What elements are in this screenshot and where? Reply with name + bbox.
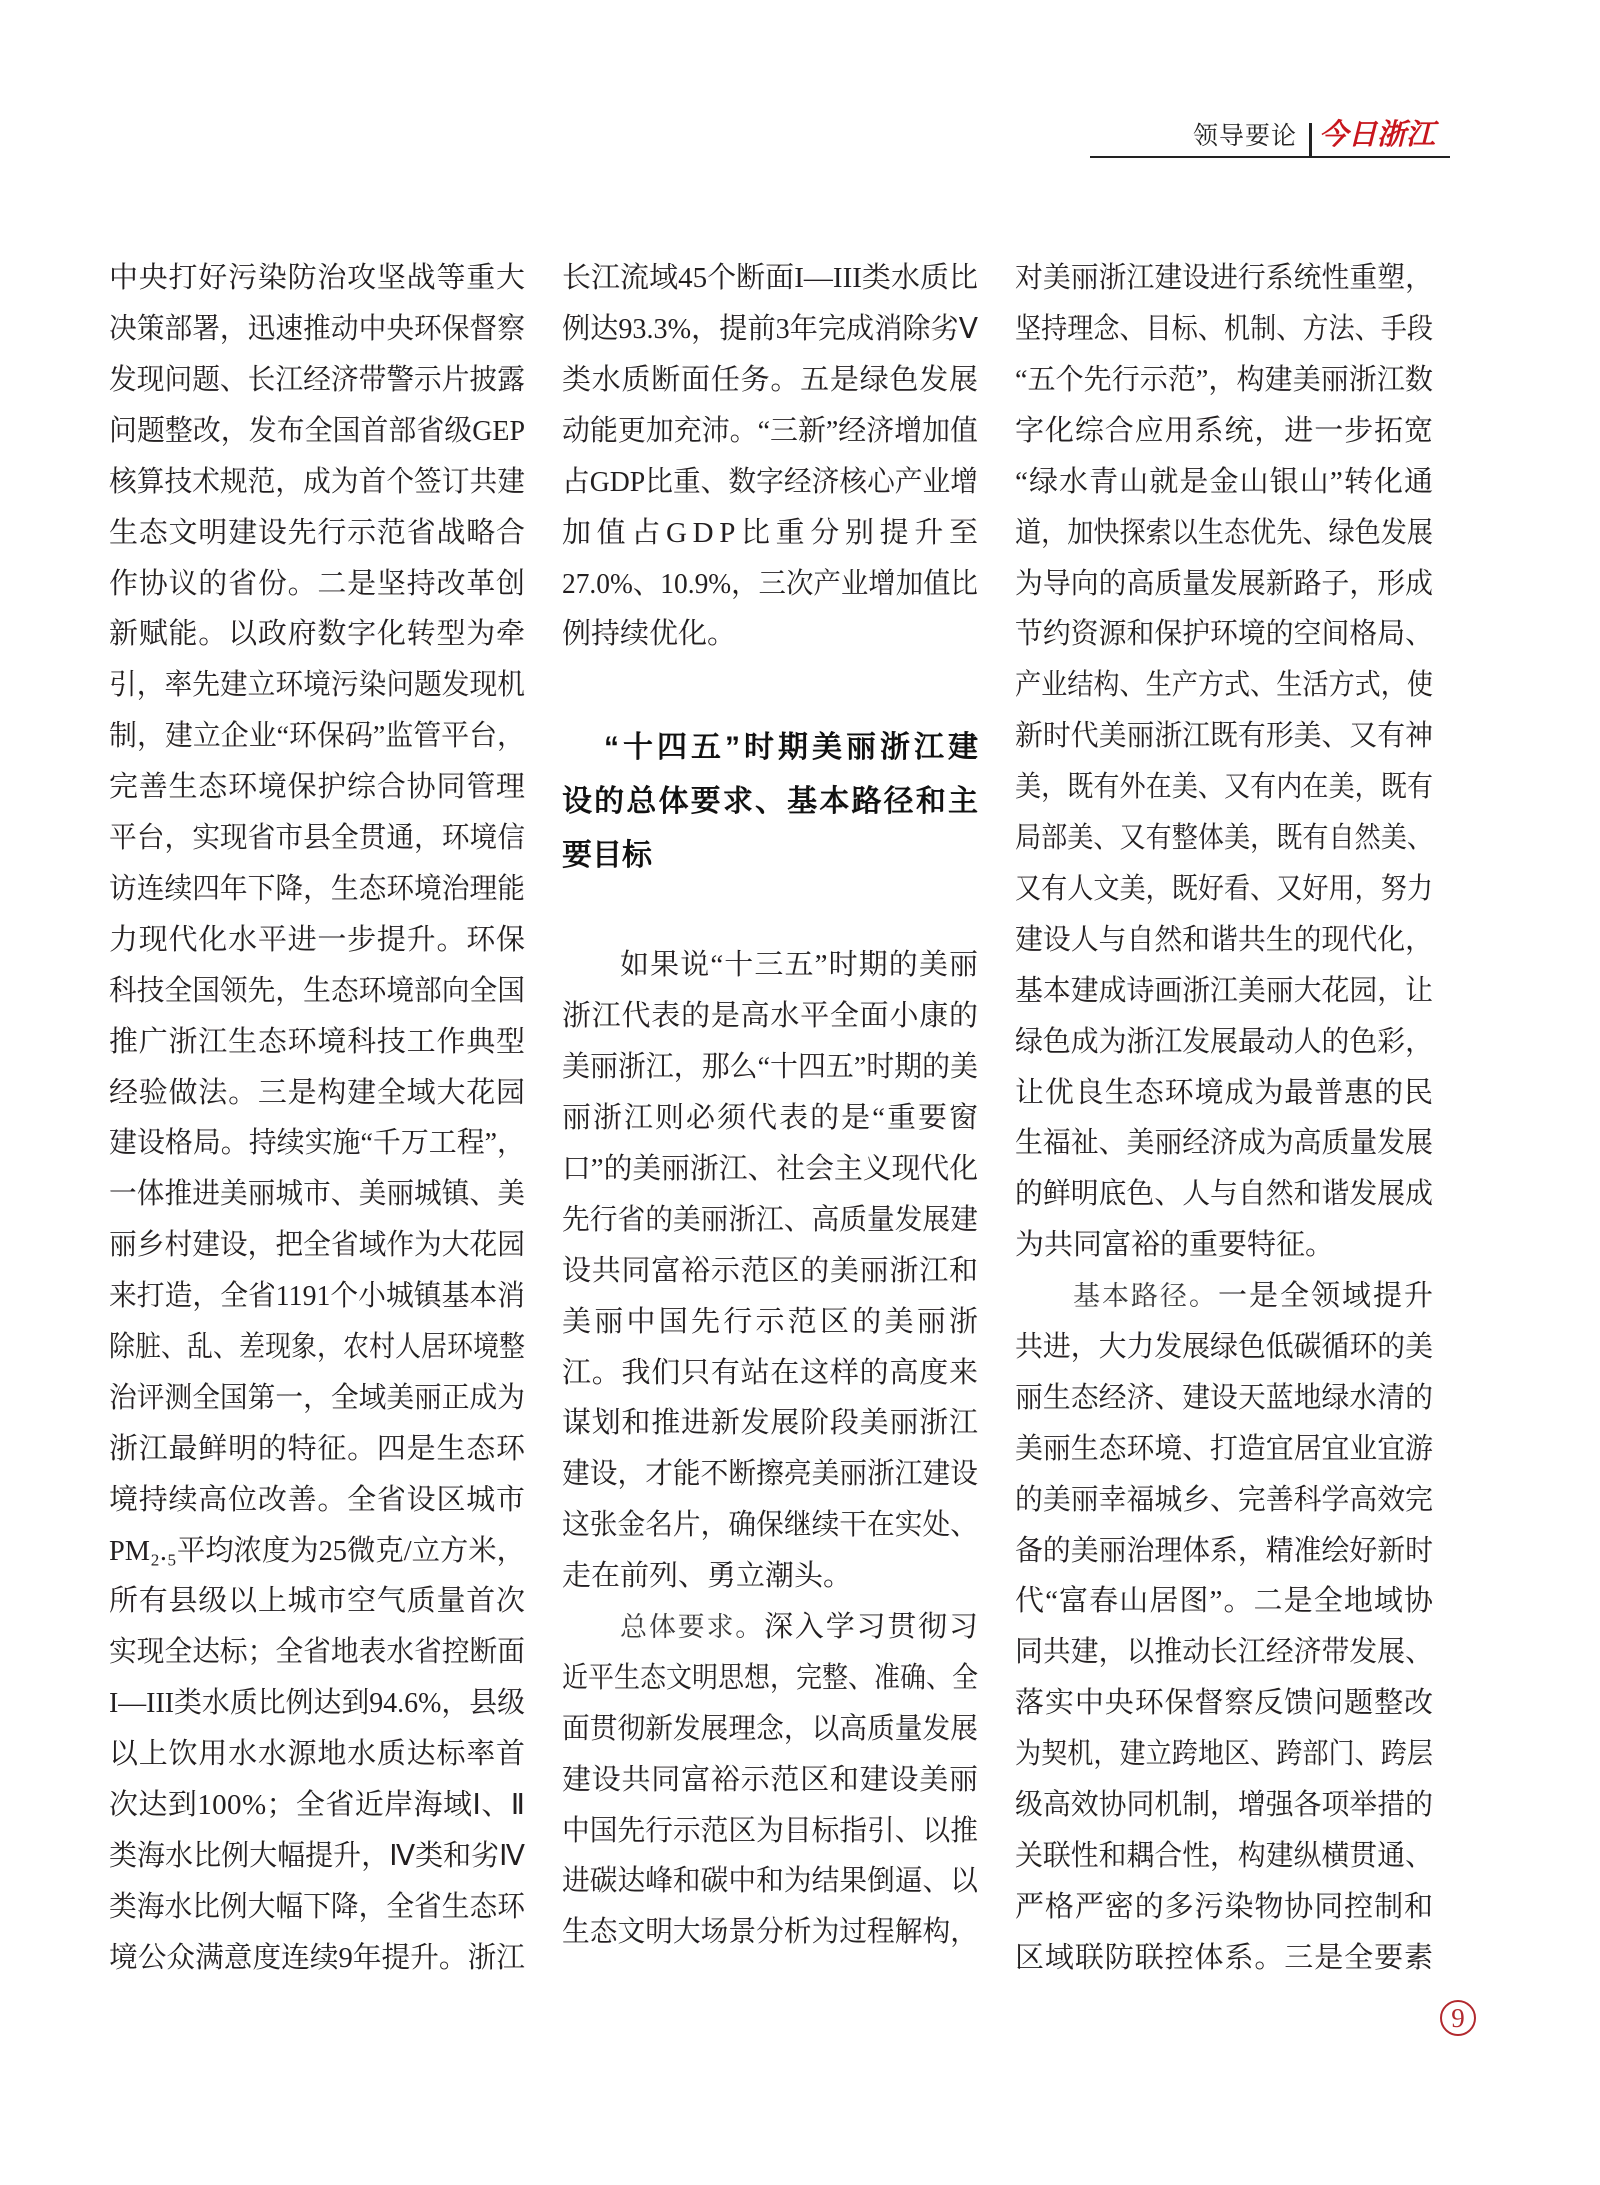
text-line: “绿水青山就是金山银山”转化通 (1015, 465, 1435, 498)
text-line: 字化综合应用系统，进一步拓宽 (1015, 414, 1434, 447)
text-line: 类海水比例大幅提升，Ⅳ类和劣Ⅳ (109, 1839, 525, 1872)
text-line: 一体推进美丽城市、美丽城镇、美 (109, 1178, 525, 1211)
text-line: 的美丽幸福城乡、完善科学高效完 (1015, 1483, 1433, 1516)
text-line: 为共同富裕的重要特征。 (1015, 1229, 1335, 1262)
text-line: 引，率先建立环境污染问题发现机 (109, 669, 525, 702)
text-line: 的鲜明底色、人与自然和谐发展成 (1015, 1178, 1433, 1211)
text-line: 口”的美丽浙江、社会主义现代化 (562, 1152, 978, 1185)
text-line: 落实中央环保督察反馈问题整改 (1015, 1687, 1434, 1720)
text-line: 建设共同富裕示范区和建设美丽 (562, 1763, 979, 1796)
text-line: 先行省的美丽浙江、高质量发展建 (562, 1203, 978, 1236)
text-line: 共进，大力发展绿色低碳循环的美 (1015, 1330, 1433, 1363)
text-line: 同共建，以推动长江经济带发展、 (1015, 1636, 1433, 1669)
text-line: “五个先行示范”，构建美丽浙江数 (1015, 364, 1433, 397)
brand-logo: 今日浙江 (1319, 117, 1436, 151)
text-line: 问题整改，发布全国首部省级GEP (109, 414, 525, 447)
text-line: 类水质断面任务。五是绿色发展 (562, 364, 979, 397)
text-line: 占GDP比重、数字经济核心产业增 (562, 465, 978, 498)
text-line: 走在前列、勇立潮头。 (562, 1560, 853, 1593)
paragraph (562, 253, 984, 660)
text-line: 严格严密的多污染物协同控制和 (1015, 1890, 1434, 1923)
run-in-heading: 基本路径。 (1073, 1281, 1218, 1313)
text-line: 实现全达标；全省地表水省控断面 (109, 1636, 525, 1669)
text-line: 新时代美丽浙江既有形美、又有神 (1015, 720, 1433, 753)
text-line: I—III类水质比例达到94.6%，县级 (109, 1687, 525, 1720)
text-line: 建设人与自然和谐共生的现代化， (1015, 923, 1433, 956)
text-line: 面贯彻新发展理念，以高质量发展 (562, 1712, 978, 1745)
text-line: 以上饮用水水源地水质达标率首 (109, 1738, 526, 1771)
text-line: 建设格局。持续实施“千万工程”， (109, 1127, 525, 1160)
text-line: 浙江代表的是高水平全面小康的 (562, 1000, 979, 1033)
text-line: 近平生态文明思想，完整、准确、全 (562, 1661, 978, 1694)
text-line: 例达93.3%，提前3年完成消除劣Ⅴ (562, 313, 978, 346)
text-line: 设共同富裕示范区的美丽浙江和 (562, 1254, 979, 1287)
text-line: 所有县级以上城市空气质量首次 (109, 1585, 526, 1618)
text-line: 除脏、乱、差现象，农村人居环境整 (109, 1330, 525, 1363)
text-line: 代“富春山居图”。二是全地域协 (1015, 1585, 1435, 1618)
text-line: 生态文明大场景分析为过程解构， (562, 1916, 978, 1949)
text-line: 江。我们只有站在这样的高度来 (562, 1356, 979, 1389)
page-number-badge (1440, 2000, 1476, 2036)
text-line: 为契机，建立跨地区、跨部门、跨层 (1015, 1738, 1433, 1771)
text-line: 节约资源和保护环境的空间格局、 (1015, 618, 1433, 651)
text-line: 对美丽浙江建设进行系统性重塑， (1015, 262, 1433, 295)
text-line: 丽生态经济、建设天蓝地绿水清的 (1015, 1381, 1433, 1414)
column-3 (1015, 253, 1433, 1983)
text-line: 如果说“十三五”时期的美丽 (620, 949, 980, 982)
text-line: 动能更加充沛。“三新”经济增加值 (562, 414, 978, 447)
text-line (562, 1602, 978, 1653)
text-line: 为导向的高质量发展新路子，形成 (1015, 567, 1433, 600)
text-line: 发现问题、长江经济带警示片披露 (109, 364, 525, 397)
text-line: 制，建立企业“环保码”监管平台， (109, 720, 525, 753)
text-line: 坚持理念、目标、机制、方法、手段 (1015, 313, 1433, 346)
text-line: 长江流域45个断面I—III类水质比 (562, 262, 979, 295)
text-line: 次达到100%；全省近岸海域Ⅰ、Ⅱ (109, 1788, 526, 1821)
text-line: 平台，实现省市县全贯通，环境信 (109, 822, 525, 855)
text-line: 谋划和推进新发展阶段美丽浙江 (562, 1407, 979, 1440)
text-line: 备的美丽治理体系，精准绘好新时 (1015, 1534, 1433, 1567)
column-2 (562, 253, 984, 1958)
text-line: 美丽中国先行示范区的美丽浙 (562, 1305, 982, 1338)
text-line: 27.0%、10.9%，三次产业增加值比 (562, 567, 978, 600)
header-rule (1090, 156, 1450, 158)
text-line: PM₂.₅平均浓度为25微克/立方米， (109, 1534, 525, 1567)
text-line: 区域联防联控体系。三是全要素 (1015, 1941, 1434, 1974)
text-line: 基本建成诗画浙江美丽大花园，让 (1015, 974, 1433, 1007)
text-line: 治评测全国第一，全域美丽正成为 (109, 1381, 525, 1414)
paragraph (562, 1602, 978, 1958)
text-line: 建设，才能不断擦亮美丽浙江建设 (562, 1458, 978, 1491)
section-heading-line: 要目标 (562, 838, 652, 872)
text-line: 新赋能。以政府数字化转型为牵 (109, 618, 526, 651)
paragraph (1015, 1271, 1433, 1983)
text-line: 道，加快探索以生态优先、绿色发展 (1015, 516, 1433, 549)
text-line: 生态文明建设先行示范省战略合 (109, 516, 526, 549)
text-line: 进碳达峰和碳中和为结果倒逼、以 (562, 1865, 978, 1898)
paragraph (562, 940, 982, 1602)
text-line: 力现代化水平进一步提升。环保 (109, 923, 526, 956)
paragraph (1015, 253, 1433, 1271)
text-line: 作协议的省份。二是坚持改革创 (109, 567, 526, 600)
text-line: 推广浙江生态环境科技工作典型 (109, 1025, 526, 1058)
text-line: 浙江最鲜明的特征。四是生态环 (109, 1432, 526, 1465)
text-line: 中国先行示范区为目标指引、以推 (562, 1814, 978, 1847)
text-line: 完善生态环境保护综合协同管理 (109, 771, 526, 804)
paragraph (109, 253, 525, 1983)
text-line: 美，既有外在美、又有内在美，既有 (1015, 771, 1433, 804)
page-header (0, 0, 1600, 170)
text-line: 关联性和耦合性，构建纵横贯通、 (1015, 1839, 1433, 1872)
text-line (1015, 1271, 1433, 1322)
run-in-heading: 总体要求。 (620, 1611, 765, 1643)
text-run: 一是全领域提升 (1218, 1280, 1435, 1313)
text-line: 产业结构、生产方式、生活方式，使 (1015, 669, 1433, 702)
text-line: 来打造，全省1191个小城镇基本消 (109, 1280, 525, 1313)
text-line: 绿色成为浙江发展最动人的色彩， (1015, 1025, 1433, 1058)
header-divider (1309, 123, 1312, 157)
column-1 (109, 253, 525, 1983)
section-heading (562, 721, 982, 883)
page-number: 9 (1451, 2002, 1465, 2033)
text-line: 经验做法。三是构建全域大花园 (109, 1076, 526, 1109)
text-line: 级高效协同机制，增强各项举措的 (1015, 1788, 1433, 1821)
text-line: 丽乡村建设，把全省域作为大花园 (109, 1229, 525, 1262)
section-heading-line: “十四五”时期美丽浙江建 (604, 730, 982, 764)
text-line: 境持续高位改善。全省设区城市 (109, 1483, 526, 1516)
text-line: 境公众满意度连续9年提升。浙江 (109, 1941, 525, 1974)
text-line: 生福祉、美丽经济成为高质量发展 (1015, 1127, 1433, 1160)
text-line: 这张金名片，确保继续干在实处、 (562, 1509, 978, 1542)
text-line: 核算技术规范，成为首个签订共建 (109, 465, 525, 498)
section-heading-line: 设的总体要求、基本路径和主 (562, 784, 981, 818)
text-line: 科技全国领先，生态环境部向全国 (109, 974, 525, 1007)
text-line: 例持续优化。 (562, 618, 737, 651)
section-label: 领导要论 (1193, 122, 1298, 150)
text-line: 类海水比例大幅下降，全省生态环 (109, 1890, 525, 1923)
text-line: 丽浙江则必须代表的是“重要窗 (562, 1102, 981, 1135)
text-line: 中央打好污染防治攻坚战等重大 (109, 262, 526, 295)
text-line: 加值占GDP比重分别提升至 (562, 516, 984, 549)
text-line: 又有人文美，既好看、又好用，努力 (1015, 872, 1433, 905)
text-line: 美丽生态环境、打造宜居宜业宜游 (1015, 1432, 1433, 1465)
text-line: 美丽浙江，那么“十四五”时期的美 (562, 1051, 978, 1084)
text-line: 局部美、又有整体美，既有自然美、 (1015, 822, 1433, 855)
text-run: 深入学习贯彻习 (764, 1610, 980, 1643)
text-line: 决策部署，迅速推动中央环保督察 (109, 313, 525, 346)
text-line: 让优良生态环境成为最普惠的民 (1015, 1076, 1434, 1109)
text-line: 访连续四年下降，生态环境治理能 (109, 872, 525, 905)
